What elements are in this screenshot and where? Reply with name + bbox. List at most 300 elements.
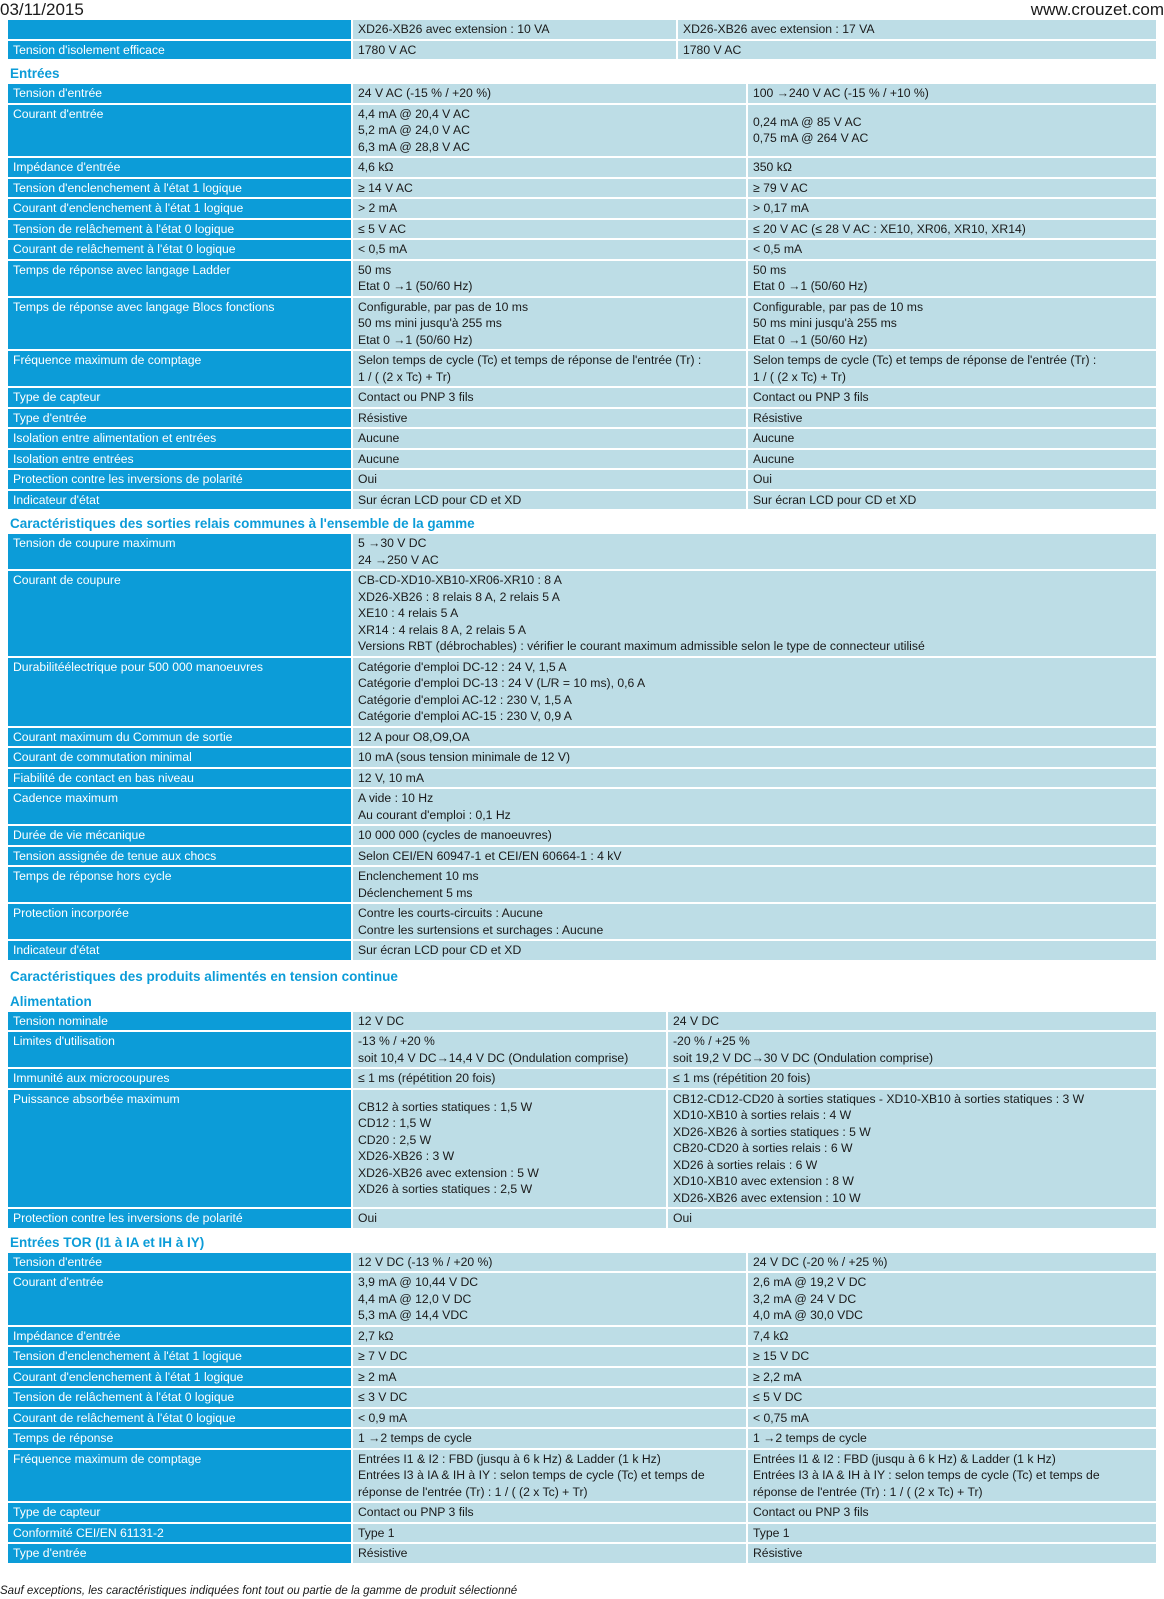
row-value-v2 bbox=[748, 158, 1156, 177]
value-line: < 0,5 mA bbox=[753, 242, 803, 256]
value-line: Résistive bbox=[753, 1546, 803, 1560]
value-line: 1780 V AC bbox=[683, 42, 742, 57]
row-value-v2 bbox=[748, 199, 1156, 218]
table-top bbox=[6, 18, 1158, 61]
row-label: Durée de vie mécanique bbox=[8, 826, 351, 845]
table-row bbox=[8, 1327, 1156, 1346]
value-line: 5,2 mA @ 24,0 V AC bbox=[358, 123, 470, 137]
row-value-v1 bbox=[353, 470, 746, 489]
row-value bbox=[353, 941, 1156, 960]
row-value-v2 bbox=[748, 298, 1156, 350]
value-line: 100 →240 V AC (-15 % / +10 %) bbox=[753, 86, 929, 100]
value-line: Contact ou PNP 3 fils bbox=[753, 390, 869, 404]
value-line: Sur écran LCD pour CD et XD bbox=[358, 943, 522, 957]
value-line: 10 000 000 (cycles de manoeuvres) bbox=[358, 828, 552, 842]
value-line: réponse de l'entrée (Tr) : 1 / ( (2 x Tc) + Tr) bbox=[358, 1484, 588, 1499]
value-line: Aucune bbox=[358, 451, 400, 466]
row-label: Tension assignée de tenue aux chocs bbox=[8, 847, 351, 866]
row-value-v2 bbox=[748, 1544, 1156, 1563]
table-row bbox=[8, 388, 1156, 407]
table-row bbox=[8, 728, 1156, 747]
row-label: Temps de réponse hors cycle bbox=[8, 867, 351, 902]
value-line: réponse de l'entrée (Tr) : 1 / ( (2 x Tc) + Tr) bbox=[753, 1484, 983, 1499]
value-line: 2,6 mA @ 19,2 V DC bbox=[753, 1275, 867, 1289]
row-label: Tension d'isolement efficace bbox=[8, 41, 351, 60]
value-line: CB-CD-XD10-XB10-XR06-XR10 : 8 A bbox=[358, 573, 562, 587]
value-line: XR14 : 4 relais 8 A, 2 relais 5 A bbox=[358, 622, 527, 637]
row-value-v2 bbox=[748, 450, 1156, 469]
row-value-v2 bbox=[748, 105, 1156, 157]
value-line: 12 V, 10 mA bbox=[358, 770, 424, 785]
value-line: XD10-XB10 avec extension : 8 W bbox=[673, 1174, 854, 1188]
value-line: 24 V DC (-20 % / +25 %) bbox=[753, 1254, 888, 1269]
table-row bbox=[8, 867, 1156, 902]
value-line: 4,4 mA @ 20,4 V AC bbox=[358, 106, 470, 121]
value-line: soit 19,2 V DC→30 V DC (Ondulation comprise) bbox=[673, 1050, 934, 1065]
table-row bbox=[8, 199, 1156, 218]
row-value-v2 bbox=[748, 1450, 1156, 1502]
value-line: Entrées I1 & I2 : FBD (jusqu à 6 k Hz) & Ladder (1 k Hz) bbox=[358, 1451, 661, 1466]
row-value-v1 bbox=[353, 1450, 746, 1502]
row-label: Indicateur d'état bbox=[8, 941, 351, 960]
row-label: Conformité CEI/EN 61131-2 bbox=[8, 1524, 351, 1543]
row-label: Courant d'enclenchement à l'état 1 logique bbox=[8, 1368, 351, 1387]
value-line: 350 kΩ bbox=[753, 160, 792, 174]
row-label: Isolation entre entrées bbox=[8, 450, 351, 469]
value-line: ≤ 5 V AC bbox=[358, 221, 407, 236]
table-row bbox=[8, 450, 1156, 469]
row-value-v1 bbox=[353, 351, 746, 386]
value-line: soit 10,4 V DC→14,4 V DC (Ondulation comprise) bbox=[358, 1050, 629, 1065]
value-line: 10 mA (sous tension minimale de 12 V) bbox=[358, 750, 571, 764]
row-value-v1 bbox=[353, 1327, 746, 1346]
row-label: Courant d'enclenchement à l'état 1 logique bbox=[8, 199, 351, 218]
value-line: 1 / ( (2 x Tc) + Tr) bbox=[358, 369, 451, 384]
value-line: Configurable, par pas de 10 ms bbox=[753, 299, 924, 314]
row-value bbox=[353, 847, 1156, 866]
value-line: 6,3 mA @ 28,8 V AC bbox=[358, 139, 470, 154]
row-value bbox=[353, 748, 1156, 767]
row-value-v2 bbox=[748, 1524, 1156, 1543]
value-line: Résistive bbox=[753, 410, 803, 425]
table-entrees bbox=[6, 82, 1158, 511]
value-line: XD26-XB26 : 8 relais 8 A, 2 relais 5 A bbox=[358, 589, 560, 604]
table-row bbox=[8, 1273, 1156, 1325]
value-line: CD20 : 2,5 W bbox=[358, 1132, 432, 1147]
value-line: CB12-CD12-CD20 à sorties statiques - XD10-XB10 à sorties statiques : 3 W bbox=[673, 1091, 1085, 1106]
row-label: Tension d'entrée bbox=[8, 1253, 351, 1272]
value-line: Selon temps de cycle (Tc) et temps de réponse de l'entrée (Tr) : bbox=[753, 353, 1097, 367]
value-line: XD26 à sorties statiques : 2,5 W bbox=[358, 1182, 533, 1197]
value-line: 4,0 mA @ 30,0 VDC bbox=[753, 1308, 863, 1322]
row-value-v2 bbox=[748, 429, 1156, 448]
row-value-v1 bbox=[353, 261, 746, 296]
row-label: Durabilitéélectrique pour 500 000 manoeuvres bbox=[8, 658, 351, 726]
row-label: Temps de réponse avec langage Ladder bbox=[8, 261, 351, 296]
table-row bbox=[8, 1069, 1156, 1088]
row-label: Protection contre les inversions de polarité bbox=[8, 1209, 351, 1228]
table-row bbox=[8, 1209, 1156, 1228]
row-value-v1 bbox=[353, 1503, 746, 1522]
row-label: Immunité aux microcoupures bbox=[8, 1069, 351, 1088]
row-label: Courant de relâchement à l'état 0 logique bbox=[8, 1409, 351, 1428]
table-row bbox=[8, 429, 1156, 448]
value-line: Selon CEI/EN 60947-1 et CEI/EN 60664-1 : 4 kV bbox=[358, 848, 622, 863]
value-line: 5,3 mA @ 14,4 VDC bbox=[358, 1308, 468, 1322]
table-sorties bbox=[6, 532, 1158, 962]
row-label: Courant d'entrée bbox=[8, 1273, 351, 1325]
row-label: Limites d'utilisation bbox=[8, 1032, 351, 1067]
row-label: Type de capteur bbox=[8, 1503, 351, 1522]
value-line: ≤ 1 ms (répétition 20 fois) bbox=[673, 1071, 811, 1085]
table-row bbox=[8, 261, 1156, 296]
value-line: Résistive bbox=[358, 410, 408, 425]
table-alimentation bbox=[6, 1010, 1158, 1230]
value-line: 0,75 mA @ 264 V AC bbox=[753, 131, 869, 146]
row-value-v2 bbox=[748, 84, 1156, 103]
row-value-v2 bbox=[748, 1368, 1156, 1387]
print-date: 03/11/2015 bbox=[0, 0, 84, 19]
table-row bbox=[8, 1524, 1156, 1543]
value-line: Entrées I1 & I2 : FBD (jusqu à 6 k Hz) & Ladder (1 k Hz) bbox=[753, 1451, 1056, 1466]
value-line: Sur écran LCD pour CD et XD bbox=[753, 492, 917, 507]
value-line: ≥ 2 mA bbox=[358, 1369, 397, 1384]
row-value-v2 bbox=[668, 1032, 1156, 1067]
value-line: XD26-XB26 avec extension : 17 VA bbox=[683, 22, 875, 36]
row-value bbox=[353, 904, 1156, 939]
value-line: XD26-XB26 avec extension : 10 W bbox=[673, 1190, 861, 1205]
value-line: A vide : 10 Hz bbox=[358, 791, 434, 805]
value-line: Etat 0 →1 (50/60 Hz) bbox=[753, 332, 868, 347]
section-title-dc: Caractéristiques des produits alimentés en tension continue bbox=[8, 962, 1158, 985]
value-line: 50 ms bbox=[358, 262, 392, 277]
row-label: Courant de coupure bbox=[8, 571, 351, 656]
value-line: 24 V DC bbox=[673, 1013, 720, 1028]
value-line: Type 1 bbox=[358, 1525, 395, 1540]
row-label: Protection incorporée bbox=[8, 904, 351, 939]
page-header bbox=[0, 0, 1164, 20]
row-label: Impédance d'entrée bbox=[8, 1327, 351, 1346]
footer-note: Sauf exceptions, les caractéristiques indiquées font tout ou partie de la gamme de produit sélectionné bbox=[0, 1585, 518, 1597]
row-value-v1 bbox=[353, 1209, 666, 1228]
value-line: CB12 à sorties statiques : 1,5 W bbox=[358, 1099, 533, 1114]
row-label: Tension d'enclenchement à l'état 1 logique bbox=[8, 179, 351, 198]
section-title-sorties: Caractéristiques des sorties relais communes à l'ensemble de la gamme bbox=[8, 511, 1158, 532]
value-line: ≤ 20 V AC (≤ 28 V AC : XE10, XR06, XR10, XR14) bbox=[753, 221, 1026, 236]
section-title-entrees: Entrées bbox=[8, 61, 732, 82]
row-label: Courant maximum du Commun de sortie bbox=[8, 728, 351, 747]
row-value-v1 bbox=[353, 105, 746, 157]
row-value-v1 bbox=[353, 388, 746, 407]
row-value-v1 bbox=[353, 20, 676, 39]
row-label: Tension nominale bbox=[8, 1012, 351, 1031]
value-line: Catégorie d'emploi AC-15 : 230 V, 0,9 A bbox=[358, 709, 572, 723]
value-line: 4,4 mA @ 12,0 V DC bbox=[358, 1291, 472, 1306]
value-line: < 0,75 mA bbox=[753, 1410, 809, 1425]
row-value-v2 bbox=[668, 1209, 1156, 1228]
value-line: 4,6 kΩ bbox=[358, 160, 394, 174]
value-line: Oui bbox=[753, 472, 772, 486]
row-label: Fréquence maximum de comptage bbox=[8, 1450, 351, 1502]
row-value-v2 bbox=[748, 240, 1156, 259]
table-row bbox=[8, 1544, 1156, 1563]
row-label: Temps de réponse avec langage Blocs fonctions bbox=[8, 298, 351, 350]
row-label: Courant de relâchement à l'état 0 logique bbox=[8, 240, 351, 259]
row-value-v2 bbox=[748, 1388, 1156, 1407]
row-value bbox=[353, 769, 1156, 788]
value-line: 1780 V AC bbox=[358, 42, 417, 57]
row-value-v1 bbox=[353, 491, 746, 510]
row-value bbox=[353, 571, 1156, 656]
value-line: Etat 0 →1 (50/60 Hz) bbox=[358, 279, 473, 293]
value-line: ≤ 5 V DC bbox=[753, 1390, 803, 1404]
row-value bbox=[353, 789, 1156, 824]
row-value-v1 bbox=[353, 1090, 666, 1208]
value-line: < 0,9 mA bbox=[358, 1410, 408, 1425]
table-row bbox=[8, 1253, 1156, 1272]
value-line: -20 % / +25 % bbox=[673, 1034, 750, 1048]
table-row bbox=[8, 1090, 1156, 1208]
row-value-v1 bbox=[353, 84, 746, 103]
row-value-v1 bbox=[353, 1524, 746, 1543]
row-label: Tension de relâchement à l'état 0 logique bbox=[8, 1388, 351, 1407]
row-value bbox=[353, 826, 1156, 845]
value-line: 1 →2 temps de cycle bbox=[358, 1431, 472, 1445]
site-url: www.crouzet.com bbox=[1030, 0, 1164, 19]
value-line: Aucune bbox=[753, 431, 795, 445]
row-label: Tension de coupure maximum bbox=[8, 534, 351, 569]
row-value-v2 bbox=[748, 179, 1156, 198]
value-line: XD26-XB26 avec extension : 5 W bbox=[358, 1165, 539, 1180]
value-line: Contact ou PNP 3 fils bbox=[358, 1505, 474, 1519]
row-label: Puissance absorbée maximum bbox=[8, 1090, 351, 1208]
row-label: Type d'entrée bbox=[8, 409, 351, 428]
row-label: Courant de commutation minimal bbox=[8, 748, 351, 767]
row-value-v1 bbox=[353, 1032, 666, 1067]
table-row bbox=[8, 826, 1156, 845]
value-line: CD12 : 1,5 W bbox=[358, 1116, 432, 1131]
value-line: 1 →2 temps de cycle bbox=[753, 1431, 867, 1445]
table-row bbox=[8, 1012, 1156, 1031]
value-line: 0,24 mA @ 85 V AC bbox=[753, 114, 862, 129]
row-value-v2 bbox=[748, 1327, 1156, 1346]
value-line: -13 % / +20 % bbox=[358, 1034, 435, 1048]
row-value-v2 bbox=[748, 1429, 1156, 1448]
value-line: Catégorie d'emploi AC-12 : 230 V, 1,5 A bbox=[358, 692, 572, 707]
value-line: > 0,17 mA bbox=[753, 201, 809, 215]
row-label: Isolation entre alimentation et entrées bbox=[8, 429, 351, 448]
row-value-v2 bbox=[678, 41, 1156, 60]
row-value-v2 bbox=[748, 1503, 1156, 1522]
row-label: Temps de réponse bbox=[8, 1429, 351, 1448]
table-row bbox=[8, 220, 1156, 239]
row-label: Impédance d'entrée bbox=[8, 158, 351, 177]
row-value-v1 bbox=[353, 1544, 746, 1563]
value-line: 24 →250 V AC bbox=[358, 552, 439, 567]
table-row bbox=[8, 1388, 1156, 1407]
row-value-v2 bbox=[748, 388, 1156, 407]
value-line: Versions RBT (débrochables) : vérifier le courant maximum admissible selon le type de connecteur utilisé bbox=[358, 639, 925, 653]
value-line: Entrées I3 à IA & IH à IY : selon temps de cycle (Tc) et temps de bbox=[753, 1468, 1100, 1482]
value-line: 12 V DC (-13 % / +20 %) bbox=[358, 1254, 493, 1269]
value-line: 5 →30 V DC bbox=[358, 536, 427, 550]
value-line: XE10 : 4 relais 5 A bbox=[358, 606, 459, 620]
value-line: XD26 à sorties relais : 6 W bbox=[673, 1157, 818, 1172]
row-value bbox=[353, 728, 1156, 747]
row-value-v2 bbox=[748, 351, 1156, 386]
value-line: 50 ms mini jusqu'à 255 ms bbox=[753, 316, 897, 330]
value-line: 7,4 kΩ bbox=[753, 1328, 789, 1343]
row-label: Type d'entrée bbox=[8, 1544, 351, 1563]
row-value-v1 bbox=[353, 298, 746, 350]
row-value-v1 bbox=[353, 1388, 746, 1407]
value-line: XD26-XB26 à sorties statiques : 5 W bbox=[673, 1124, 871, 1139]
value-line: Oui bbox=[358, 472, 377, 486]
value-line: Catégorie d'emploi DC-12 : 24 V, 1,5 A bbox=[358, 659, 567, 674]
table-row bbox=[8, 571, 1156, 656]
value-line: Au courant d'emploi : 0,1 Hz bbox=[358, 807, 511, 822]
value-line: Sur écran LCD pour CD et XD bbox=[358, 492, 522, 507]
table-entrees-tor bbox=[6, 1251, 1158, 1565]
row-label: Type de capteur bbox=[8, 388, 351, 407]
value-line: Contre les courts-circuits : Aucune bbox=[358, 906, 543, 920]
section-title-alimentation: Alimentation bbox=[8, 985, 652, 1010]
row-value-v2 bbox=[668, 1012, 1156, 1031]
table-row bbox=[8, 1503, 1156, 1522]
row-label: Protection contre les inversions de polarité bbox=[8, 470, 351, 489]
row-value-v2 bbox=[748, 1273, 1156, 1325]
value-line: ≤ 3 V DC bbox=[358, 1390, 408, 1404]
value-line: ≥ 15 V DC bbox=[753, 1349, 810, 1363]
row-value-v1 bbox=[353, 1429, 746, 1448]
table-row bbox=[8, 84, 1156, 103]
value-line: 50 ms bbox=[753, 262, 787, 277]
row-value-v2 bbox=[748, 261, 1156, 296]
value-line: CB20-CD20 à sorties relais : 6 W bbox=[673, 1141, 853, 1155]
value-line: XD26-XB26 : 3 W bbox=[358, 1149, 455, 1164]
value-line: Contre les surtensions et surchages : Aucune bbox=[358, 922, 604, 937]
value-line: 50 ms mini jusqu'à 255 ms bbox=[358, 316, 502, 330]
row-value-v2 bbox=[748, 1253, 1156, 1272]
row-label: Tension d'entrée bbox=[8, 84, 351, 103]
section-title-entrees-tor: Entrées TOR (I1 à IA et IH à IY) bbox=[8, 1230, 732, 1251]
row-value-v1 bbox=[353, 220, 746, 239]
row-value-v1 bbox=[353, 450, 746, 469]
row-value-v2 bbox=[748, 220, 1156, 239]
row-value-v1 bbox=[353, 199, 746, 218]
row-value bbox=[353, 867, 1156, 902]
table-row bbox=[8, 1032, 1156, 1067]
table-row bbox=[8, 1368, 1156, 1387]
value-line: 12 V DC bbox=[358, 1013, 405, 1028]
row-value-v2 bbox=[748, 1409, 1156, 1428]
value-line: Catégorie d'emploi DC-13 : 24 V (L/R = 10 ms), 0,6 A bbox=[358, 676, 646, 690]
value-line: 12 A pour O8,O9,OA bbox=[358, 729, 470, 744]
row-value bbox=[353, 658, 1156, 726]
value-line: Aucune bbox=[753, 451, 795, 466]
table-row bbox=[8, 769, 1156, 788]
value-line: < 0,5 mA bbox=[358, 242, 408, 256]
row-value-v2 bbox=[748, 470, 1156, 489]
row-value-v1 bbox=[353, 1368, 746, 1387]
value-line: Contact ou PNP 3 fils bbox=[753, 1505, 869, 1519]
spec-content bbox=[8, 18, 1158, 1565]
row-value-v1 bbox=[353, 1012, 666, 1031]
value-line: XD10-XB10 à sorties relais : 4 W bbox=[673, 1108, 852, 1122]
table-row bbox=[8, 847, 1156, 866]
row-value-v2 bbox=[678, 20, 1156, 39]
value-line: Selon temps de cycle (Tc) et temps de réponse de l'entrée (Tr) : bbox=[358, 353, 702, 367]
row-label: Fiabilité de contact en bas niveau bbox=[8, 769, 351, 788]
value-line: 3,9 mA @ 10,44 V DC bbox=[358, 1275, 479, 1289]
row-value-v1 bbox=[353, 41, 676, 60]
row-label: Tension d'enclenchement à l'état 1 logique bbox=[8, 1347, 351, 1366]
table-row bbox=[8, 534, 1156, 569]
row-value-v2 bbox=[668, 1069, 1156, 1088]
row-value-v2 bbox=[668, 1090, 1156, 1208]
table-row bbox=[8, 41, 1156, 60]
value-line: 1 / ( (2 x Tc) + Tr) bbox=[753, 369, 846, 384]
row-label: Tension de relâchement à l'état 0 logique bbox=[8, 220, 351, 239]
table-row bbox=[8, 1347, 1156, 1366]
value-line: Type 1 bbox=[753, 1525, 790, 1540]
row-value-v1 bbox=[353, 429, 746, 448]
value-line: Etat 0 →1 (50/60 Hz) bbox=[753, 279, 868, 293]
value-line: ≥ 79 V AC bbox=[753, 180, 808, 195]
row-value-v1 bbox=[353, 1409, 746, 1428]
table-row bbox=[8, 748, 1156, 767]
value-line: Etat 0 →1 (50/60 Hz) bbox=[358, 332, 473, 347]
table-row bbox=[8, 179, 1156, 198]
value-line: ≥ 7 V DC bbox=[358, 1349, 408, 1363]
value-line: Entrées I3 à IA & IH à IY : selon temps de cycle (Tc) et temps de bbox=[358, 1468, 705, 1482]
table-row bbox=[8, 298, 1156, 350]
row-value-v1 bbox=[353, 409, 746, 428]
table-row bbox=[8, 1409, 1156, 1428]
value-line: ≤ 1 ms (répétition 20 fois) bbox=[358, 1071, 496, 1085]
value-line: 2,7 kΩ bbox=[358, 1328, 394, 1343]
table-row bbox=[8, 1429, 1156, 1448]
value-line: 3,2 mA @ 24 V DC bbox=[753, 1291, 857, 1306]
row-label: Courant d'entrée bbox=[8, 105, 351, 157]
table-row bbox=[8, 20, 1156, 39]
value-line: Aucune bbox=[358, 431, 400, 445]
row-value-v2 bbox=[748, 491, 1156, 510]
value-line: Oui bbox=[673, 1211, 692, 1225]
table-row bbox=[8, 941, 1156, 960]
row-value-v1 bbox=[353, 179, 746, 198]
row-label bbox=[8, 20, 351, 39]
value-line: Enclenchement 10 ms bbox=[358, 869, 479, 883]
table-row bbox=[8, 351, 1156, 386]
value-line: ≥ 14 V AC bbox=[358, 180, 413, 195]
table-row bbox=[8, 158, 1156, 177]
row-value-v1 bbox=[353, 1253, 746, 1272]
table-row bbox=[8, 904, 1156, 939]
row-value-v1 bbox=[353, 240, 746, 259]
row-value-v2 bbox=[748, 409, 1156, 428]
row-value-v1 bbox=[353, 158, 746, 177]
value-line: > 2 mA bbox=[358, 201, 397, 215]
table-row bbox=[8, 470, 1156, 489]
value-line: Oui bbox=[358, 1211, 377, 1225]
row-label: Fréquence maximum de comptage bbox=[8, 351, 351, 386]
row-label: Indicateur d'état bbox=[8, 491, 351, 510]
table-row bbox=[8, 1450, 1156, 1502]
table-row bbox=[8, 491, 1156, 510]
row-value-v1 bbox=[353, 1347, 746, 1366]
table-row bbox=[8, 240, 1156, 259]
